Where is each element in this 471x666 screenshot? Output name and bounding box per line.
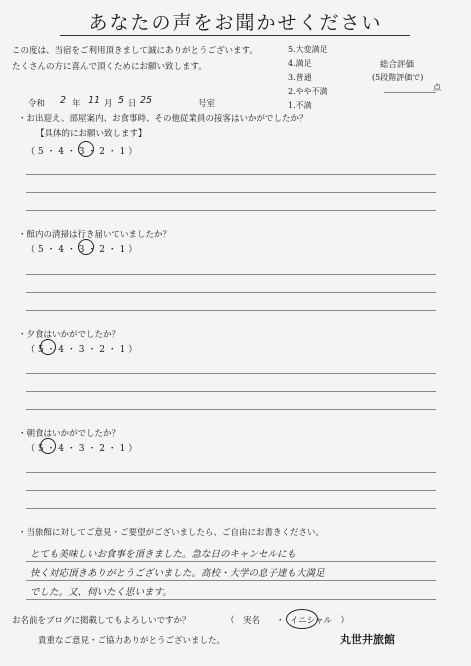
q3-answer-line-2 — [26, 391, 436, 392]
blog-option-separator: ・ — [276, 616, 285, 626]
form-title: あなたの声をお聞かせください — [88, 12, 383, 34]
visit-year-unit: 年 — [72, 99, 81, 109]
q3-selected-circle — [40, 339, 56, 355]
q4-answer-line-3 — [26, 508, 436, 509]
q4-selected-circle — [40, 438, 56, 454]
legend-5: 5.大変満足 — [288, 45, 328, 54]
q1-note: 【具体的にお願い致します】 — [36, 129, 147, 139]
legend-2: 2.やや不満 — [288, 87, 328, 96]
q1-answer-line-1 — [26, 174, 436, 175]
q3-answer-line-3 — [26, 409, 436, 410]
blog-selected-circle — [286, 609, 318, 629]
legend-4: 4.満足 — [288, 59, 312, 68]
q4-scale: （ 5 ・ 4 ・ 3 ・ 2 ・ 1 ） — [26, 444, 138, 454]
visit-room: 25 — [140, 95, 153, 106]
intro-line-1: この度は、当宿をご利用頂きまして誠にありがとうございます。 — [12, 46, 258, 56]
overall-sub: (5段階評価で) — [372, 73, 424, 82]
q1-text: ・お出迎え、部屋案内、お食事時、その他従業員の接客はいかがでしたか？ — [18, 114, 308, 124]
visit-day-unit: 日 — [128, 99, 137, 109]
opinion-line-2 — [26, 580, 436, 581]
q1-selected-circle — [78, 141, 94, 157]
blog-option-real-name: （ 実名 — [226, 616, 261, 626]
opinion-line-3 — [26, 599, 436, 600]
q2-answer-line-3 — [26, 310, 436, 311]
legend-3: 3.普通 — [288, 73, 312, 82]
blog-option-initial: イニシャル ） — [290, 616, 349, 626]
q1-answer-line-2 — [26, 192, 436, 193]
visit-month: 11 — [88, 95, 101, 106]
visit-year: 2 — [60, 95, 67, 106]
opinion-handwritten-2: 快く対応頂きありがとうございました。高校・大学の息子達も大満足 — [30, 568, 325, 579]
ryokan-name: 丸世井旅館 — [340, 633, 395, 646]
visit-era: 令和 — [28, 99, 46, 109]
overall-unit: 点 — [433, 83, 441, 92]
q2-scale: （ 5 ・ 4 ・ 3 ・ 2 ・ 1 ） — [26, 245, 138, 255]
q3-scale: （ 5 ・ 4 ・ 3 ・ 2 ・ 1 ） — [26, 345, 138, 355]
closing-message: 貴重なご意見・ご協力ありがとうございました。 — [38, 636, 226, 646]
opinion-handwritten-1: とても美味しいお食事を頂きました。急な日のキャンセルにも — [30, 549, 297, 560]
q1-scale: （ 5 ・ 4 ・ 3 ・ 2 ・ 1 ） — [26, 147, 138, 157]
q2-text: ・館内の清掃は行き届いていましたか？ — [18, 230, 172, 240]
opinion-prompt: ・当旅館に対してご意見・ご要望がございましたら、ご自由にお書きください。 — [18, 528, 325, 538]
visit-room-unit: 号室 — [198, 99, 216, 109]
q1-answer-line-3 — [26, 210, 436, 211]
q4-text: ・朝食はいかがでしたか？ — [18, 429, 121, 439]
intro-line-2: たくさんの方に喜んで頂くためにお願い致します。 — [12, 62, 207, 72]
blog-question: お名前をブログに掲載してもよろしいですか？ — [12, 616, 191, 626]
q3-text: ・夕食はいかがでしたか？ — [18, 330, 121, 340]
title-underline — [60, 35, 410, 36]
q2-selected-circle — [78, 239, 94, 255]
q3-answer-line-1 — [26, 373, 436, 374]
q4-answer-line-1 — [26, 472, 436, 473]
overall-score-line — [384, 92, 436, 93]
visit-month-unit: 月 — [104, 99, 113, 109]
q4-answer-line-2 — [26, 490, 436, 491]
q2-answer-line-2 — [26, 292, 436, 293]
visit-day: 5 — [118, 95, 125, 106]
opinion-handwritten-3: でした。又、伺いたく思います。 — [30, 587, 172, 598]
q2-answer-line-1 — [26, 274, 436, 275]
opinion-line-1 — [26, 561, 436, 562]
overall-label: 総合評価 — [380, 60, 415, 70]
legend-1: 1.不満 — [288, 101, 312, 110]
